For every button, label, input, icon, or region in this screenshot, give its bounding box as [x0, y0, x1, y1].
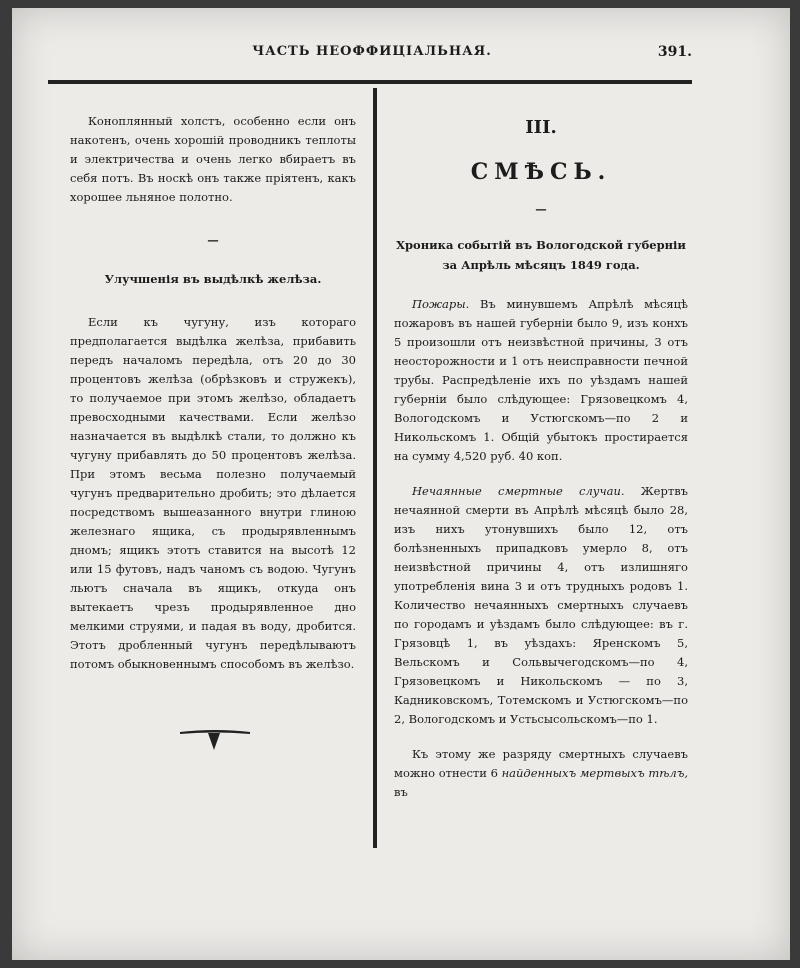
- header-rule: [48, 80, 692, 84]
- article-body: Если къ чугуну, изъ котораго предполагается выдѣлка желѣза, прибавить передъ началомъ передѣла, отъ 20 до 30 процентовъ желѣза (обрѣзковъ и стружекъ), то получаемое при этомъ желѣзо, обладаетъ превосходными качествами. Если желѣзо назначается въ выдѣлкѣ стали, то должно къ чугуну прибавлять до 50 процентовъ желѣза. При этомъ весьма полезно получаемый чугунъ предварительно дробить; это дѣлается посредствомъ вышеазанного внутри глиною железнаго ящика, съ продырявленнымъ дномъ; ящикъ этотъ ставится на высотѣ 12 или 15 футовъ, надъ чаномъ съ водою. Чугунъ льютъ сначала въ ящикъ, откуда онъ вытекаетъ чрезъ продырявленное дно мелкими струями, и падая въ воду, дробится. Этотъ дробленный чугунъ передѣлываютъ потомъ обыкновеннымъ способомъ въ желѣзо.: [70, 315, 356, 671]
- left-column: [70, 112, 356, 674]
- page-header: [52, 36, 692, 76]
- separator-dash: —: [535, 202, 547, 216]
- ornament-icon: [180, 726, 250, 756]
- chronicle-title: Хроника событій въ Вологодской губерніи за Апрѣль мѣсяцъ 1849 года.: [396, 238, 686, 272]
- right-column: [394, 114, 688, 802]
- last-text-b: въ: [394, 785, 408, 799]
- section-number: III.: [525, 117, 557, 138]
- deaths-paragraph: [394, 482, 688, 729]
- article-subtitle: Улучшенія въ выдѣлкѣ желѣза.: [104, 272, 322, 286]
- page-sheet: [12, 8, 790, 960]
- deaths-text: Жертвъ нечаянной смерти въ Апрѣлѣ мѣсяцѣ было 28, изъ нихъ утонувшихъ было 12, отъ болѣзненныхъ припадковъ умерло 8, отъ неизвѣстной причины 4, отъ излишняго употребленія вина 3 и отъ трудныхъ родовъ 1. Количество нечаянныхъ смертныхъ случаевъ по городамъ и уѣздамъ было слѣдующее: въ г. Грязовцѣ 1, въ уѣздахъ: Яренскомъ 5, Вельскомъ и Сольвычегодскомъ—по 4, Грязовецкомъ и Никольскомъ — по 3, Кадниковскомъ, Тотемскомъ и Устюгскомъ—по 2, Вологодскомъ и Устьсысольскомъ—по 1.: [394, 484, 688, 726]
- last-paragraph: [394, 745, 688, 802]
- fires-lead: Пожары.: [412, 297, 470, 311]
- column-divider: [373, 88, 377, 848]
- fires-text: Въ минувшемъ Апрѣлѣ мѣсяцѣ пожаровъ въ нашей губерніи было 9, изъ конхъ 5 произошли отъ неизвѣстной причины, 3 отъ неосторожности и 1 отъ неисправности печной трубы. Распредѣленіе ихъ по уѣздамъ нашей губерніи было слѣдующее: Грязовецкомъ 4, Вологодскомъ и Устюгскомъ—по 2 и Никольскомъ 1. Общій убытокъ простирается на сумму 4,520 руб. 40 коп.: [394, 297, 688, 463]
- running-title: ЧАСТЬ НЕОФФИЦІАЛЬНАЯ.: [252, 44, 492, 59]
- fires-paragraph: [394, 295, 688, 466]
- separator-dash: —: [207, 233, 219, 247]
- deaths-lead: Нечаянные смертные случаи.: [412, 484, 625, 498]
- page-number: 391.: [657, 44, 692, 60]
- intro-paragraph: Коноплянный холстъ, особенно если онъ накотенъ, очень хорошій проводникъ теплоты и электричества и очень легко вбираетъ въ себя потъ. Въ носкѣ онъ также пріятенъ, какъ хорошее льняное полотно.: [70, 114, 356, 204]
- last-italic: найденныхъ мертвыхъ тѣлъ,: [501, 766, 689, 780]
- last-text-a: Къ этому же разряду смертныхъ случаевъ можно отнести 6: [394, 747, 688, 780]
- section-title: СМѢСЬ.: [470, 159, 612, 185]
